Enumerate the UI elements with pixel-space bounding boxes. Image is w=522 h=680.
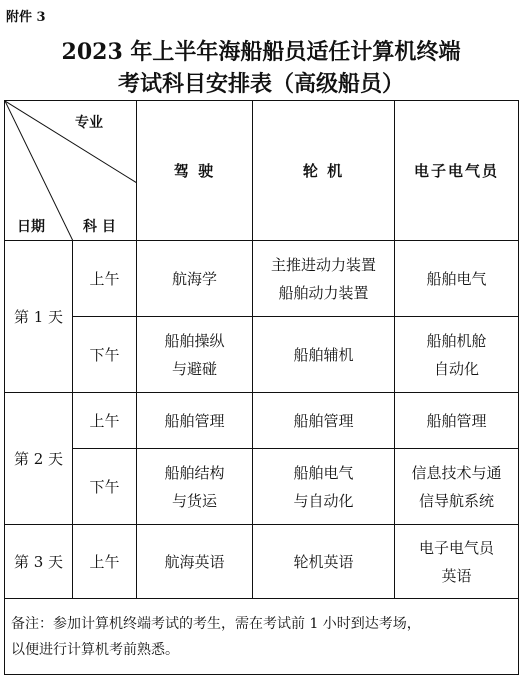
exam-cell: 信息技术与通 信导航系统	[395, 449, 519, 525]
header-diagonal-cell	[5, 101, 137, 241]
exam-cell: 船舶结构 与货运	[137, 449, 253, 525]
session-time: 上午	[73, 393, 137, 449]
exam-cell: 船舶管理	[395, 393, 519, 449]
exam-cell: 电子电气员 英语	[395, 525, 519, 599]
col-header-navigation: 驾 驶	[137, 101, 253, 241]
subject-label: 科 目	[83, 219, 116, 235]
remarks-note: 备注：参加计算机终端考试的考生，需在考试前 1 小时到达考场， 以便进行计算机考前熟悉。	[5, 599, 519, 675]
major-label: 专业	[75, 115, 103, 131]
session-time: 上午	[73, 241, 137, 317]
exam-cell: 船舶管理	[137, 393, 253, 449]
session-time: 下午	[73, 449, 137, 525]
exam-cell: 船舶机舱 自动化	[395, 317, 519, 393]
day-label: 第 3 天	[5, 525, 73, 599]
exam-cell: 船舶电气 与自动化	[253, 449, 395, 525]
exam-cell: 主推进动力装置 船舶动力装置	[253, 241, 395, 317]
page-subtitle: 考试科目安排表（高级船员）	[117, 71, 404, 97]
exam-cell: 航海英语	[137, 525, 253, 599]
date-label: 日期	[17, 219, 45, 235]
schedule-table	[4, 100, 519, 675]
col-header-engine: 轮 机	[253, 101, 395, 241]
exam-cell: 船舶辅机	[253, 317, 395, 393]
day-label: 第 1 天	[5, 241, 73, 393]
exam-cell: 船舶管理	[253, 393, 395, 449]
exam-cell: 船舶操纵 与避碰	[137, 317, 253, 393]
session-time: 上午	[73, 525, 137, 599]
page-title: 2023 年上半年海船船员适任计算机终端	[61, 39, 461, 65]
session-time: 下午	[73, 317, 137, 393]
col-header-electrical: 电子电气员	[395, 101, 519, 241]
day-label: 第 2 天	[5, 393, 73, 525]
attachment-label: 附件 3	[6, 10, 46, 25]
exam-cell: 船舶电气	[395, 241, 519, 317]
exam-cell: 航海学	[137, 241, 253, 317]
exam-cell: 轮机英语	[253, 525, 395, 599]
